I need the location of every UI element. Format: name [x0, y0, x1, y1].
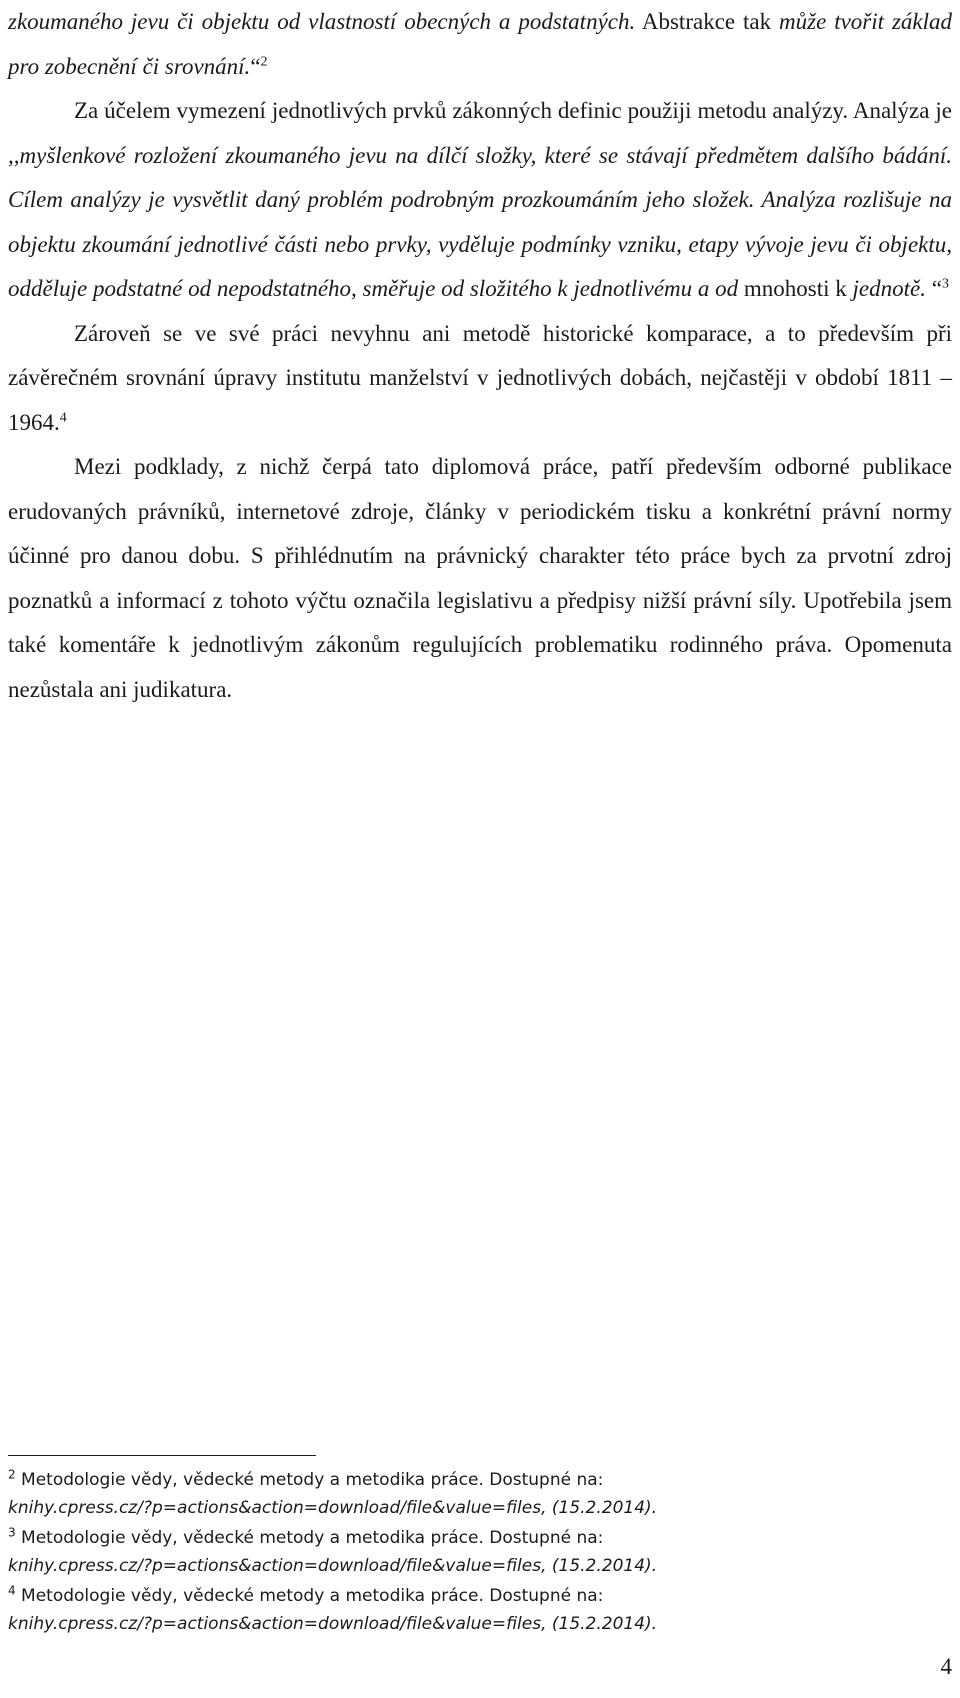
italic-quote-text: jednotě. — [852, 276, 926, 301]
italic-quote-text: ,,myšlenkové rozložení zkoumaného jevu na dílčí složky, které se stávají předmětem dalšího bádání. Cílem analýzy je vysvětlit daný problém podrobným prozkoumáním jeho složek. Analýza rozlišuje na objektu zkoumání jednotlivé části nebo prvky, vyděluje podmínky vzniku, etapy vývoje jevu či objektu, odděluje podstatné od nepodstatného, směřuje od složitého k jednotlivému a od — [8, 142, 952, 301]
footnote-link[interactable]: knihy.cpress.cz/?p=actions&action=download/file&value=files, (15.2.2014). — [8, 1498, 658, 1518]
footnote-number: 2 — [8, 1467, 16, 1482]
italic-quote-text: zkoumaného jevu či objektu od vlastností obecných a podstatných. — [8, 9, 636, 34]
footnote-number: 4 — [8, 1583, 16, 1598]
footnote-link[interactable]: knihy.cpress.cz/?p=actions&action=download/file&value=files, (15.2.2014). — [8, 1556, 658, 1576]
footnote-ref[interactable]: 4 — [59, 409, 67, 425]
closing-quote: “ — [250, 53, 261, 79]
paragraph-text: Mezi podklady, z nichž čerpá tato diplomová práce, patří především odborné publikace erudovaných právníků, internetové zdroje, články v periodickém tisku a konkrétní právní normy účinné pro danou dobu. S přihlédnutím na právnický charakter této práce bych za prvotní zdroj poznatků a informací z tohoto výčtu označila legislativu a předpisy nižší právní síly. Upotřebila jsem také komentáře k jednotlivým zákonům regulujících problematiku rodinného práva. Opomenuta nezůstala ani judikatura. — [8, 454, 952, 702]
footnote-ref[interactable]: 3 — [941, 276, 949, 292]
footnote-text: Metodologie vědy, vědecké metody a metodika práce. Dostupné na: — [21, 1470, 604, 1490]
footnote-link[interactable]: knihy.cpress.cz/?p=actions&action=download/file&value=files, (15.2.2014). — [8, 1614, 658, 1634]
paragraph-sources — [8, 445, 952, 712]
footnote-ref[interactable]: 2 — [260, 53, 268, 69]
footnote-separator — [8, 1455, 316, 1456]
footnote-3 — [8, 1524, 952, 1580]
paragraph-text: Abstrakce tak — [635, 9, 780, 34]
footnotes-section — [8, 1455, 952, 1640]
footnote-2 — [8, 1466, 952, 1522]
paragraph-analysis — [8, 89, 952, 312]
body-text — [8, 0, 952, 712]
footnote-text: Metodologie vědy, vědecké metody a metodika práce. Dostupné na: — [21, 1586, 604, 1606]
paragraph-text: Za účelem vymezení jednotlivých prvků zákonných definic použiji metodu analýzy. Analýza je — [74, 98, 952, 123]
paragraph-comparison — [8, 312, 952, 446]
italic-quote-text: může tvořit základ pro zobecnění či srovnání. — [8, 9, 952, 79]
footnote-4 — [8, 1582, 952, 1638]
paragraph-text: mnohosti k — [743, 276, 853, 301]
page-number: 4 — [940, 1654, 952, 1679]
footnote-number: 3 — [8, 1525, 16, 1540]
paragraph-text: Zároveň se ve své práci nevyhnu ani metodě historické komparace, a to především při závěrečném srovnání úpravy institutu manželství v jednotlivých dobách, nejčastěji v období 1811 – 1964. — [8, 320, 952, 435]
paragraph-abstraction — [8, 0, 952, 89]
footnote-text: Metodologie vědy, vědecké metody a metodika práce. Dostupné na: — [21, 1528, 604, 1548]
closing-quote: “ — [925, 276, 942, 301]
document-page — [8, 0, 952, 1698]
